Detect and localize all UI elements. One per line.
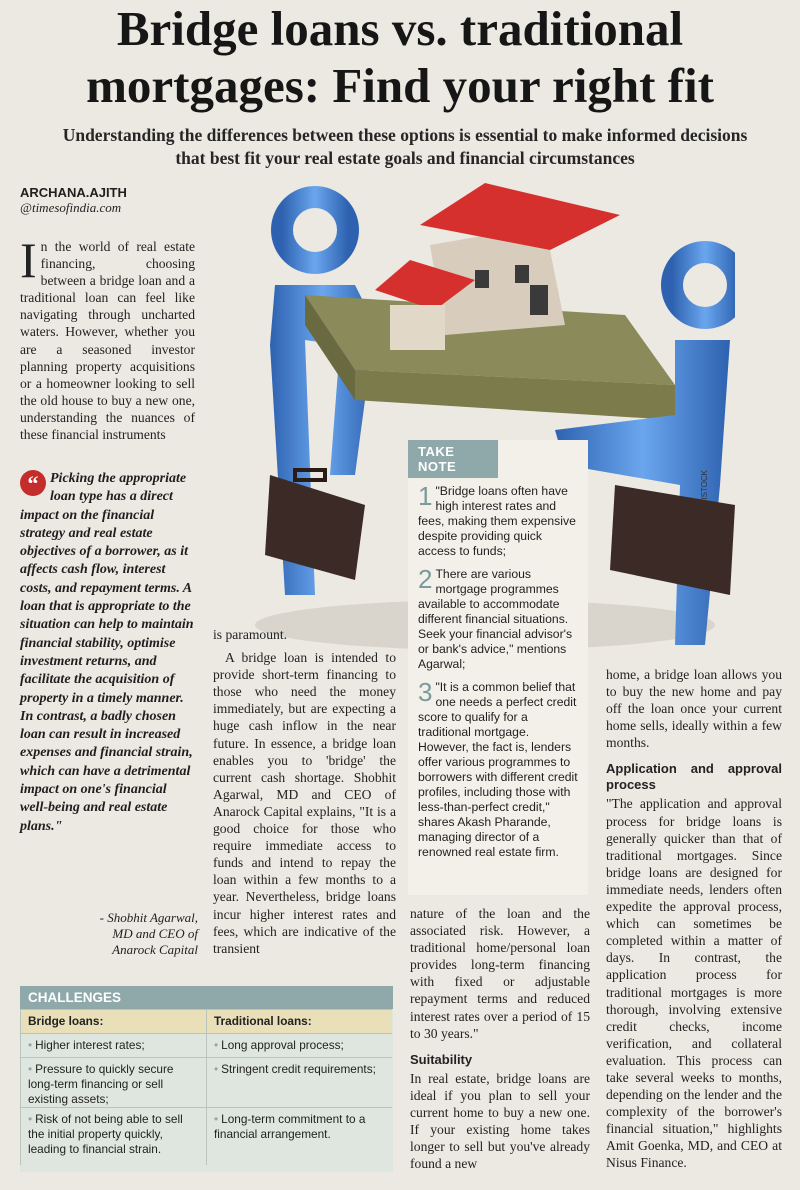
pull-quote [20, 470, 198, 836]
cell-text: Higher interest rates; [35, 1038, 145, 1052]
col-header-traditional: Traditional loans: [206, 1009, 392, 1033]
bullet-icon: • [214, 1062, 219, 1076]
col1-text: n the world of real estate financing, choosing between a bridge loan and a traditional loan can feel like navigating through uncharted waters. However, whether you are a seasoned investor planning property acquisitions or a homeowner looking to sell the old house to buy a new one, understanding the nuances of these financial instruments [20, 239, 195, 443]
quote-mark-icon: “ [20, 470, 46, 496]
subhead-application: Application and approval process [606, 761, 782, 793]
take-note-text: There are various mortgage programmes available to accommodate different financial situations. Seek your financial advisor's or bank's advice," mentions Agarwal; [418, 567, 573, 671]
take-note-number: 1 [418, 481, 433, 511]
attrib-name: - Shobhit Agarwal, [99, 910, 198, 925]
take-note-number: 3 [418, 677, 433, 707]
col4-p2: "The application and approval process for bridge loans is generally quicker than that of traditional mortgages. Since bridge loans are designed for immediate needs, lenders often expedite the approval process, which can sometimes be completed within a matter of days. In contrast, the application process for traditional mortgages is more thorough, involving extensive credit checks, income verification, and collateral evaluation. This process can take several weeks to months, depending on the lender and the complexity of the borrower's financial situation," highlights Amit Goenka, MD, and CEO at Nisus Finance. [606, 796, 782, 1171]
col3-p2: In real estate, bridge loans are ideal if you plan to sell your current home to buy a new one. If your existing home takes longer to sell but you've already found a new [410, 1070, 590, 1172]
challenges-title: CHALLENGES [20, 986, 393, 1009]
take-note-item [408, 561, 588, 674]
column-3 [410, 905, 590, 1178]
headline-line-2: mortgages: Find your right fit [86, 58, 714, 113]
col3-p1: nature of the loan and the associated risk. However, a traditional home/personal loan provides long-term financing with fixed or adjustable repayment terms and reduced interest rates over a period of 15 to 30 years." [410, 906, 590, 1041]
table-cell [206, 1107, 392, 1165]
table-cell [20, 1057, 206, 1107]
bullet-icon: • [28, 1038, 33, 1052]
table-cell [206, 1057, 392, 1107]
pull-quote-text: Picking the appropriate loan type has a direct impact on the financial strategy and real estate objectives of a borrower, as it affects cash flow, interest costs, and repayment terms. A loan that is appropriate to the situation can help to maintain financial stability, optimise investment returns, and facilitate the acquisition of property in a timely manner. In contrast, a badly chosen loan can result in increased expenses and financial strain, which can have a detrimental impact on one's financial well-being and real estate plans." [20, 471, 194, 834]
pull-quote-attribution [60, 910, 198, 958]
take-note-number: 2 [418, 564, 433, 594]
table-cell [20, 1033, 206, 1057]
col2-p1: is paramount. [213, 627, 287, 642]
take-note-box [408, 440, 588, 895]
cell-text: Stringent credit requirements; [221, 1062, 376, 1076]
bullet-icon: • [214, 1112, 219, 1126]
take-note-item [408, 478, 588, 561]
challenges-table [20, 986, 393, 1172]
briefcase-left [265, 470, 365, 580]
col4-p1: home, a bridge loan allows you to buy the new home and pay off the loan once your current home sells, ideally within a few months. [606, 667, 782, 751]
take-note-text: "It is a common belief that one needs a perfect credit score to qualify for a traditional mortgage. However, the fact is, lenders offer various programmes to borrowers with different credit profiles, including those with less-than-perfect credit," shares Akash Pharande, managing director of a renowned real estate firm. [418, 680, 578, 859]
cell-text: Pressure to quickly secure long-term financing or sell existing assets; [28, 1062, 174, 1106]
byline-name: ARCHANA.AJITH [20, 185, 127, 200]
column-2 [213, 626, 396, 963]
take-note-title: TAKE NOTE [408, 440, 498, 478]
col2-p2: A bridge loan is intended to provide short-term financing to those who need the money immediately, but are expecting a huge cash inflow in the near future. In essence, a bridge loan enables you to 'bridge' the current cash shortage. Shobhit Agarwal, MD and CEO of Anarock Capital explains, "It is a good choice for those who require immediate access to funds and intend to repay the loan within a few months to a year. Nevertheless, bridge loans incur higher interest rates and fees, which are indicative of the transient [213, 650, 396, 956]
bullet-icon: • [28, 1062, 33, 1076]
take-note-item [408, 674, 588, 862]
attrib-title: MD and CEO of [112, 926, 198, 941]
photo-credit: ISTOCK [700, 470, 709, 500]
byline [20, 185, 200, 216]
bullet-icon: • [28, 1112, 33, 1126]
column-1 [20, 232, 195, 449]
column-4 [606, 666, 782, 1178]
table-cell [206, 1033, 392, 1057]
col-header-bridge: Bridge loans: [20, 1009, 206, 1033]
deck: Understanding the differences between these options is essential to make informed decisions that best fit your real estate goals and financial circumstances [62, 125, 748, 168]
headline-line-1: Bridge loans vs. traditional [116, 1, 684, 56]
attrib-company: Anarock Capital [112, 942, 198, 957]
cell-text: Risk of not being able to sell the initial property quickly, leading to financial strain. [28, 1112, 183, 1156]
byline-handle: @timesofindia.com [20, 200, 122, 215]
subhead-suitability: Suitability [410, 1051, 473, 1067]
drop-cap: I [20, 232, 37, 288]
cell-text: Long approval process; [221, 1038, 344, 1052]
table-cell [20, 1107, 206, 1165]
bullet-icon: • [214, 1038, 219, 1052]
take-note-text: "Bridge loans often have high interest rates and fees, making them expensive despite providing quick access to funds; [418, 484, 576, 558]
headline [20, 0, 780, 114]
cell-text: Long-term commitment to a financial arrangement. [214, 1112, 366, 1141]
